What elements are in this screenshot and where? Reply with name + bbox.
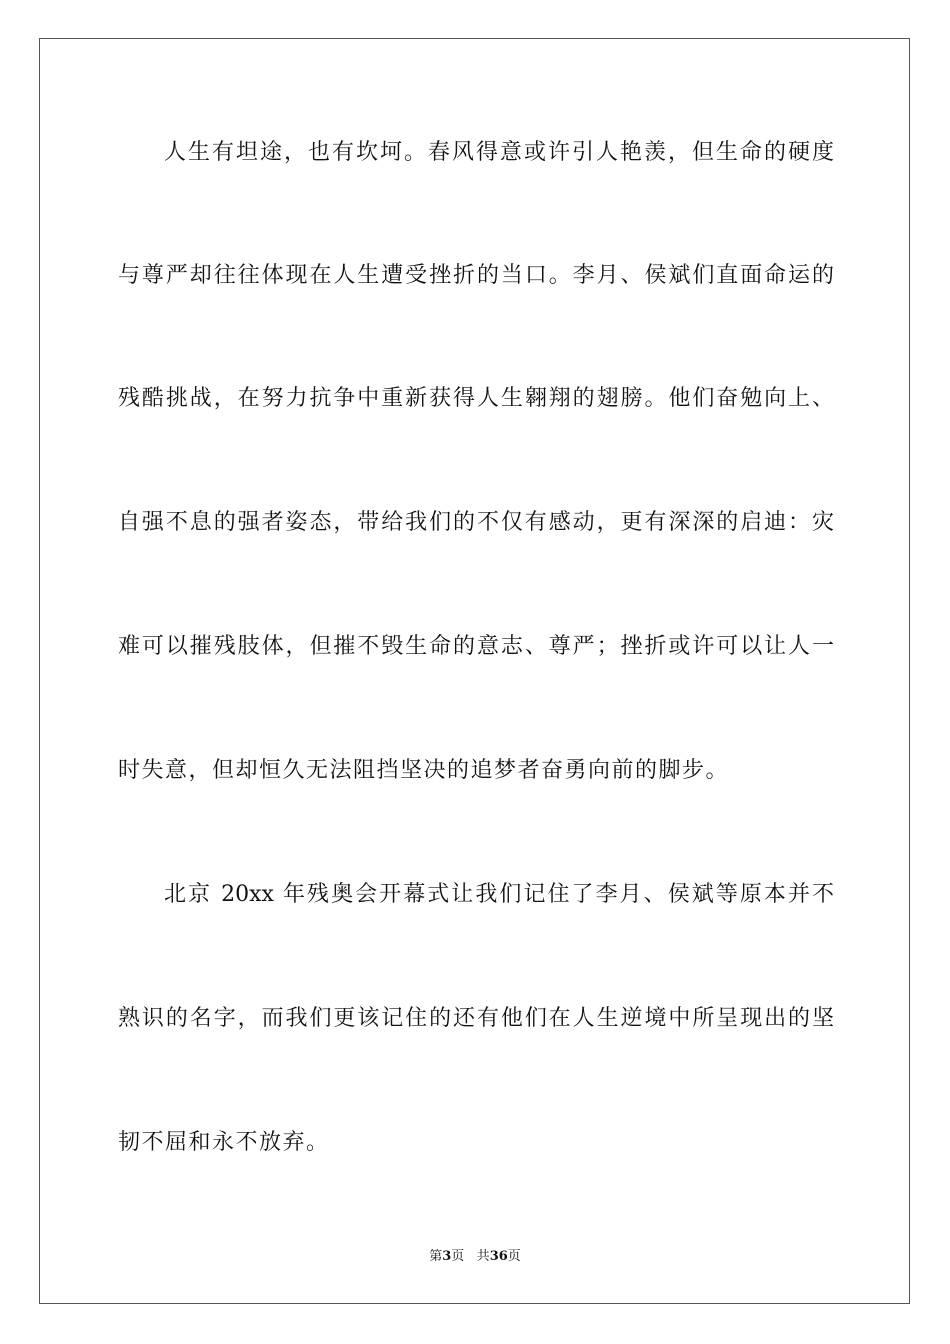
paragraph-1-line-5: 难可以摧残肢体，但摧不毁生命的意志、尊严；挫折或许可以让人一 (118, 634, 834, 659)
page-prefix: 第 (429, 1249, 443, 1264)
total-prefix: 共 (476, 1249, 490, 1264)
total-pages: 36 (489, 1249, 508, 1264)
paragraph-2-line-1: 北京 20xx 年残奥会开幕式让我们记住了李月、侯斌等原本并不 (164, 882, 834, 907)
paragraph-1-line-1: 人生有坦途，也有坎坷。春风得意或许引人艳羡，但生命的硬度 (164, 140, 834, 165)
total-suffix: 页 (507, 1249, 521, 1264)
paragraph-1-line-4: 自强不息的强者姿态，带给我们的不仅有感动，更有深深的启迪：灾 (118, 510, 834, 535)
paragraph-2-line-2: 熟识的名字，而我们更该记住的还有他们在人生逆境中所呈现出的坚 (118, 1006, 834, 1031)
paragraph-2-line-3: 韧不屈和永不放弃。 (118, 1130, 330, 1155)
paragraph-1-line-2: 与尊严却往往体现在人生遭受挫折的当口。李月、侯斌们直面命运的 (118, 263, 834, 288)
page-number: 3 (442, 1249, 452, 1264)
page-footer (0, 1248, 950, 1266)
paragraph-1-line-3: 残酷挑战，在努力抗争中重新获得人生翱翔的翅膀。他们奋勉向上、 (118, 386, 834, 411)
paragraph-1-line-6: 时失意，但却恒久无法阻挡坚决的追梦者奋勇向前的脚步。 (118, 758, 730, 783)
page-border (39, 38, 910, 1304)
page-suffix: 页 (451, 1249, 465, 1264)
